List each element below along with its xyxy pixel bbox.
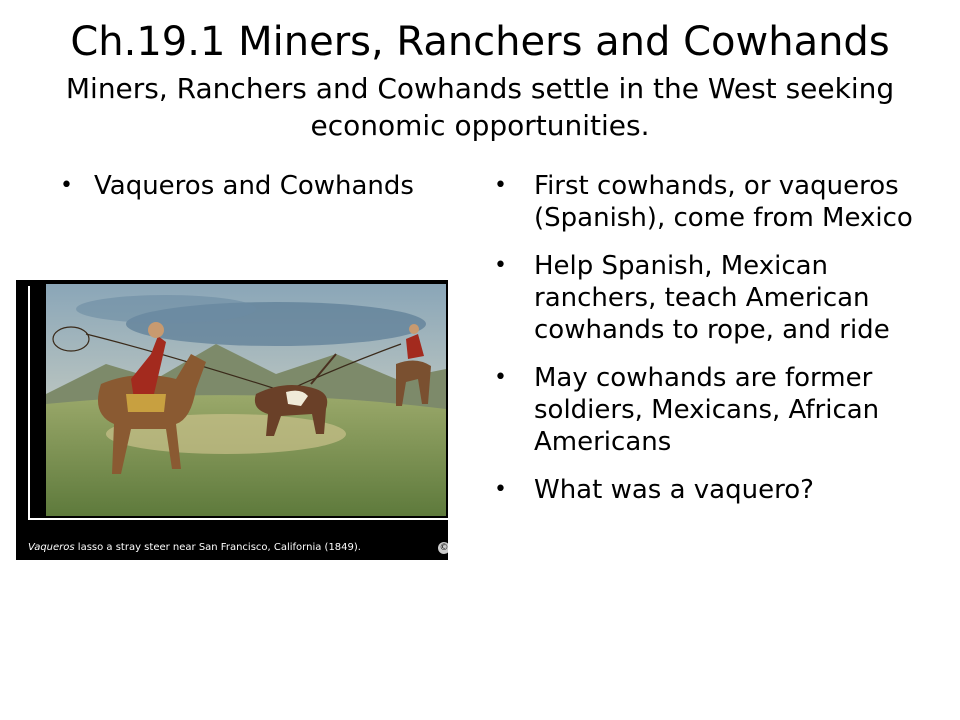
bullet-icon: • (494, 253, 507, 278)
right-bullet-list (494, 170, 924, 506)
bullet-icon: • (494, 477, 507, 502)
slide-title: Ch.19.1 Miners, Ranchers and Cowhands (70, 19, 890, 65)
bullet-icon: • (494, 173, 507, 198)
title-block (20, 16, 940, 144)
list-item (494, 362, 924, 458)
caption-text: lasso a stray steer near San Francisco, California (1849). (74, 542, 361, 553)
slide-subtitle: Miners, Ranchers and Cowhands settle in the West seeking economic opportunities. (65, 72, 895, 142)
list-item (494, 250, 924, 346)
lasso-scene-image (46, 284, 446, 516)
bullet-icon: • (60, 173, 73, 198)
list-item (60, 170, 480, 202)
list-item (494, 170, 924, 234)
left-column (60, 170, 480, 218)
list-item (494, 474, 924, 506)
caption-italic: Vaqueros (28, 542, 75, 553)
bullet-text: First cowhands, or vaqueros (Spanish), come from Mexico (534, 171, 913, 233)
bullet-text: Vaqueros and Cowhands (94, 171, 414, 201)
right-column (494, 170, 924, 522)
copyright-icon: © (439, 543, 448, 553)
bullet-text: What was a vaquero? (534, 475, 814, 505)
bullet-text: Help Spanish, Mexican ranchers, teach American cowhands to rope, and ride (534, 251, 890, 345)
image-caption (28, 542, 361, 553)
vaquero-illustration (16, 280, 448, 560)
left-bullet-list (60, 170, 480, 202)
bullet-text: May cowhands are former soldiers, Mexicans, African Americans (534, 363, 880, 457)
bullet-icon: • (494, 365, 507, 390)
